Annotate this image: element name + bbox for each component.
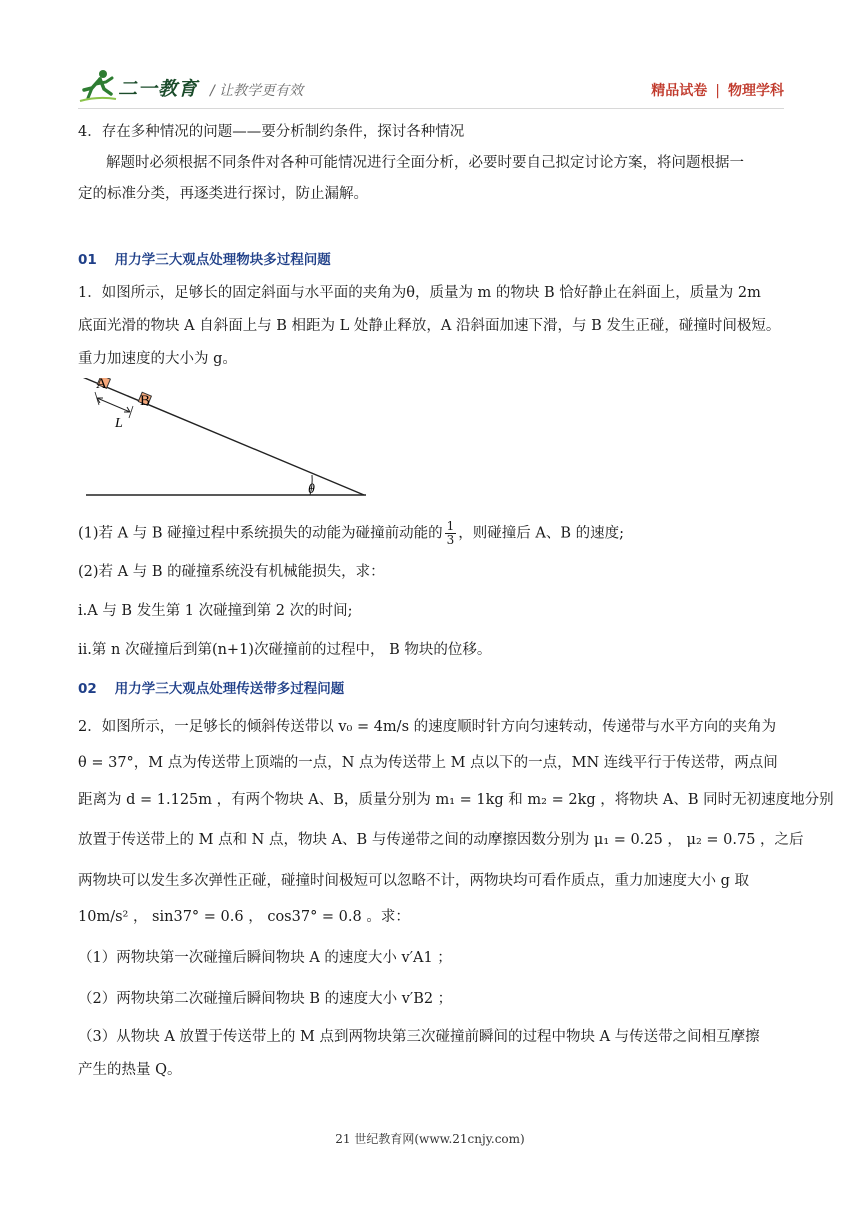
q2-line-1: 2．如图所示，一足够长的倾斜传送带以 v₀ = 4m/s 的速度顺时针方向匀速转动，传递带与水平方向的夹角为 [78, 719, 777, 735]
q2-sub2: （2）两物块第二次碰撞后瞬间物块 B 的速度大小 v′B2 ； [78, 991, 453, 1007]
section-01-heading [78, 248, 331, 268]
label-theta: θ [308, 482, 315, 497]
section-01-number: 01 [78, 252, 97, 268]
header-divider [78, 108, 784, 109]
page-footer: 21 世纪教育网(www.21cnjy.com) [335, 1132, 525, 1146]
header-tag-separator: | [715, 83, 720, 99]
header-tag-subject: 物理学科 [728, 83, 784, 99]
q1-sub1-text: (1)若 A 与 B 碰撞过程中系统损失的动能为碰撞前动能的 [78, 525, 443, 542]
intro-item4-body-2: 定的标准分类，再逐类进行探讨，防止漏解。 [78, 186, 368, 202]
q1-sub2-ii: ii.第 n 次碰撞后到第(n+1)次碰撞前的过程中， B 物块的位移。 [78, 642, 492, 658]
incline-surface [80, 378, 364, 495]
fraction-numerator: 1 [446, 519, 455, 533]
q2-sub3-line-1: （3）从物块 A 放置于传送带上的 M 点到两物块第三次碰撞前瞬间的过程中物块 A 与传送带之间相互摩擦 [78, 1029, 760, 1045]
q1-sub2-i: i.A 与 B 发生第 1 次碰撞到第 2 次的时间; [78, 603, 353, 619]
intro-item4-body-1: 解题时必须根据不同条件对各种可能情况进行全面分析，必要时要自己拟定讨论方案，将问题根据一 [106, 155, 744, 171]
fraction-denominator: 3 [446, 533, 455, 547]
q2-line-3: 距离为 d = 1.125m ，有两个物块 A、B，质量分别为 m₁ = 1kg 和 m₂ = 2kg ，将物块 A、B 同时无初速度地分别 [78, 792, 834, 808]
section-02-heading [78, 677, 344, 697]
section-01-title: 用力学三大观点处理物块多过程问题 [114, 252, 331, 268]
q2-line-4: 放置于传送带上的 M 点和 N 点，物块 A、B 与传递带之间的动摩擦因数分别为 μ₁ = 0.25 ， μ₂ = 0.75 ，之后 [78, 832, 804, 848]
header-slogan: / 让教学更有效 [210, 83, 304, 99]
fraction-one-third [445, 520, 457, 547]
q2-sub1: （1）两物块第一次碰撞后瞬间物块 A 的速度大小 v′A1 ； [78, 950, 452, 966]
q2-line-2: θ = 37°，M 点为传送带上顶端的一点，N 点为传送带上 M 点以下的一点，MN 连线平行于传送带，两点间 [78, 755, 778, 771]
label-a: A [96, 378, 107, 392]
q1-sub2: (2)若 A 与 B 的碰撞系统没有机械能损失，求： [78, 564, 385, 580]
q2-line-5: 两物块可以发生多次弹性正碰，碰撞时间极短可以忽略不计，两物块均可看作质点，重力加速度大小 g 取 [78, 873, 749, 889]
q1-line-1: 1．如图所示，足够长的固定斜面与水平面的夹角为θ，质量为 m 的物块 B 恰好静止在斜面上，质量为 2m [78, 285, 761, 301]
page-header [78, 68, 784, 108]
header-tag-paper: 精品试卷 [651, 83, 708, 99]
header-tags [651, 80, 784, 100]
section-02-number: 02 [78, 681, 97, 697]
section-02-title: 用力学三大观点处理传送带多过程问题 [114, 681, 345, 697]
brand-logo [78, 68, 204, 104]
runner-icon [78, 68, 118, 104]
q2-line-6: 10m/s² ， sin37° = 0.6 ， cos37° = 0.8 。求： [78, 909, 410, 925]
q1-sub1-tail: ，则碰撞后 A、B 的速度; [458, 525, 624, 542]
q1-line-3: 重力加速度的大小为 g。 [78, 351, 237, 367]
incline-figure [78, 378, 378, 503]
label-b: B [140, 393, 151, 409]
q1-line-2: 底面光滑的物块 A 自斜面上与 B 相距为 L 处静止释放，A 沿斜面加速下滑，与 B 发生正碰，碰撞时间极短。 [78, 318, 781, 334]
logo-text: 二一教育 [118, 78, 199, 100]
label-l: L [115, 416, 123, 431]
intro-item4-title: 4．存在多种情况的问题——要分析制约条件，探讨各种情况 [78, 124, 465, 140]
q1-sub1 [78, 520, 784, 547]
distance-l-arrow [97, 398, 130, 412]
q2-sub3-line-2: 产生的热量 Q。 [78, 1062, 182, 1078]
